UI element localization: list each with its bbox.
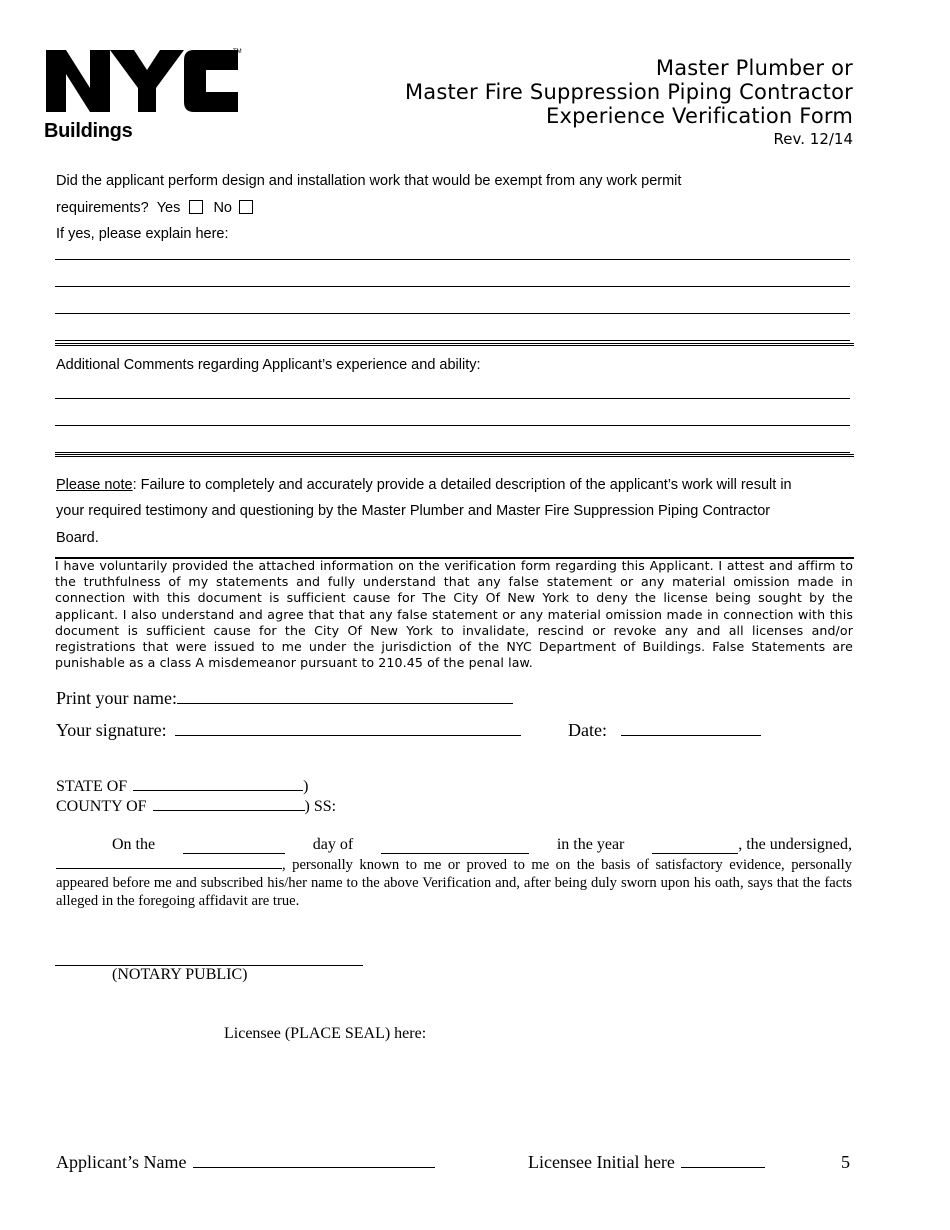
comments-line-2[interactable]	[55, 425, 850, 426]
date-field[interactable]	[621, 722, 761, 736]
no-label: No	[213, 200, 232, 216]
date-row	[568, 720, 761, 741]
comments-line-3[interactable]	[55, 452, 850, 453]
notary-year-field[interactable]	[652, 840, 738, 854]
section-divider-1	[55, 343, 854, 346]
form-title-line-2: Master Fire Suppression Piping Contractor	[404, 80, 853, 104]
notary-day-of: day of	[312, 836, 354, 853]
form-title-line-1: Master Plumber or	[655, 56, 853, 80]
notary-name-field[interactable]	[56, 857, 282, 869]
county-label: COUNTY OF	[56, 798, 147, 815]
yes-label: Yes	[156, 200, 181, 216]
state-paren: )	[303, 778, 309, 795]
attestation-paragraph: I have voluntarily provided the attached information on the verification form regarding this Applicant. I attest and affirm to the truthfulness of my statements and fully understand that any false statement or any material omission made in connection with this document is sufficient cause for The City Of New York to deny the license being sought by the applicant. I also understand and agree that that any false statement or any material omission made in connection with this document is sufficient cause for the City Of New York to invalidate, rescind or revoke any and all licenses and/or registrations that were issued to me under the jurisdiction of the NYC Department of Buildings. False Statements are punishable as a class A misdemeanor pursuant to 210.45 of the penal law.	[55, 558, 853, 671]
state-field[interactable]	[133, 777, 303, 791]
notary-on: On the	[112, 836, 156, 853]
print-name-row	[56, 688, 513, 709]
licensee-initial-field[interactable]	[681, 1154, 765, 1168]
note-line-3: Board.	[56, 530, 99, 546]
explain-line-3[interactable]	[55, 313, 850, 314]
note-line-1	[56, 477, 792, 493]
signature-field[interactable]	[175, 722, 521, 736]
notary-month-field[interactable]	[381, 840, 529, 854]
print-name-field[interactable]	[177, 690, 513, 704]
page-number: 5	[841, 1152, 850, 1172]
licensee-initial-label: Licensee Initial here	[528, 1152, 675, 1172]
seal-label: Licensee (PLACE SEAL) here:	[224, 1025, 427, 1042]
date-label: Date:	[568, 720, 607, 740]
print-name-label: Print your name:	[56, 688, 177, 708]
notary-in-the-year: in the year	[556, 836, 625, 853]
revision-label: Rev. 12/14	[773, 130, 853, 148]
section-divider-2	[55, 454, 854, 457]
applicant-name-field[interactable]	[193, 1154, 435, 1168]
note-text-1: : Failure to completely and accurately provide a detailed description of the applicant’s work will result in	[132, 477, 792, 493]
county-field[interactable]	[153, 797, 305, 811]
notary-paragraph-text: , personally known to me or proved to me on the basis of satisfactory evidence, personally appeared before me and subscribed his/her name to the above Verification and, after being duly sworn upon his oath, says that the facts alleged in the foregoing affidavit are true.	[56, 857, 852, 909]
footer-licensee-initial	[528, 1152, 765, 1173]
exempt-question-text: requirements?	[56, 200, 149, 216]
svg-text:TM: TM	[233, 49, 242, 55]
signature-row	[56, 720, 521, 741]
comments-label: Additional Comments regarding Applicant’s experience and ability:	[56, 357, 481, 373]
state-row	[56, 777, 309, 796]
notary-day-field[interactable]	[183, 840, 285, 854]
notary-public-label: (NOTARY PUBLIC)	[112, 966, 248, 983]
explain-label: If yes, please explain here:	[56, 226, 229, 242]
no-checkbox[interactable]	[239, 200, 253, 214]
footer-applicant-name	[56, 1152, 435, 1173]
yes-checkbox[interactable]	[189, 200, 203, 214]
state-label: STATE OF	[56, 778, 128, 795]
signature-label: Your signature:	[56, 720, 167, 740]
comments-line-1[interactable]	[55, 398, 850, 399]
ss-label: ) SS:	[304, 798, 337, 815]
applicant-name-label: Applicant’s Name	[56, 1152, 187, 1172]
exempt-question-line-2	[56, 200, 253, 216]
note-line-2: your required testimony and questioning by the Master Plumber and Master Fire Suppression Piping Contractor	[56, 503, 771, 519]
notary-undersigned: , the undersigned,	[738, 836, 852, 853]
notary-paragraph	[56, 856, 852, 910]
explain-line-1[interactable]	[55, 259, 850, 260]
explain-line-4[interactable]	[55, 340, 850, 341]
county-row	[56, 797, 336, 816]
nyc-buildings-logo	[44, 46, 244, 146]
exempt-question-line-1: Did the applicant perform design and installation work that would be exempt from any work permit	[56, 173, 682, 189]
form-title-line-3: Experience Verification Form	[546, 104, 853, 128]
note-heading: Please note	[56, 477, 133, 493]
logo-subtext: Buildings	[44, 120, 133, 142]
notary-line-1	[56, 836, 852, 854]
explain-line-2[interactable]	[55, 286, 850, 287]
